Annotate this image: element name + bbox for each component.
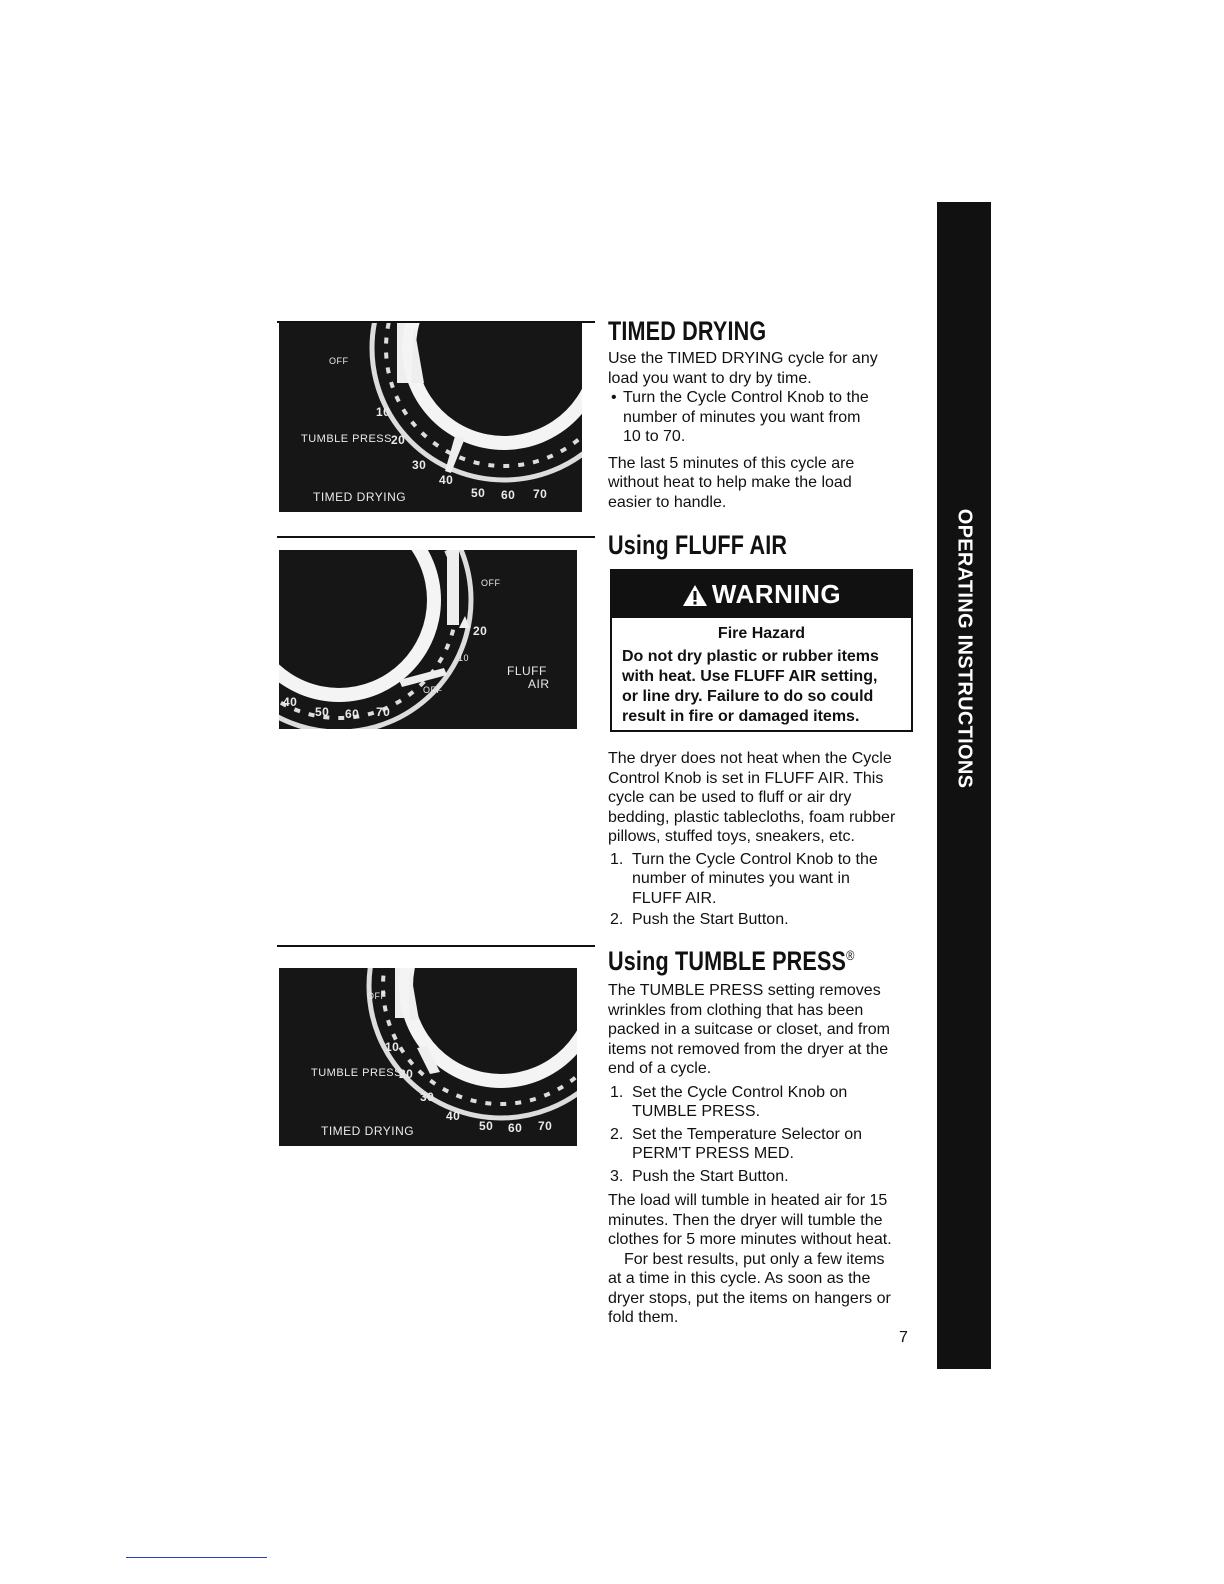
fluff-air-dial-illustration <box>279 550 577 729</box>
step-line-2: TUMBLE PRESS. <box>632 1103 761 1120</box>
bullet-line-2: number of minutes you want from <box>623 408 861 426</box>
label-70: 70 <box>538 1119 553 1133</box>
fluff-body-line-2: Control Knob is set in FLUFF AIR. This <box>608 769 884 787</box>
warning-title: Fire Hazard <box>717 625 806 642</box>
timed-drying-heading: TIMED DRYING <box>608 316 767 346</box>
label-timed-drying: TIMED DRYING <box>313 490 407 504</box>
lower-rule <box>277 945 595 947</box>
tumble-intro-line-5: end of a cycle. <box>608 1060 712 1077</box>
sidebar-label: OPERATING INSTRUCTIONS <box>953 508 976 788</box>
tumble-step-2 <box>608 1125 926 1164</box>
label-tumble-press: TUMBLE PRESS <box>301 433 392 445</box>
label-70: 70 <box>533 487 548 501</box>
timed-drying-dial-illustration <box>279 323 582 512</box>
bullet-line-3: 10 to 70. <box>623 428 686 445</box>
warning-body <box>612 618 911 727</box>
tumble-intro-line-2: wrinkles from clothing that has been <box>608 1001 864 1019</box>
warning-box <box>610 569 913 732</box>
tumble-intro-line-4: items not removed from the dryer at the <box>608 1040 889 1058</box>
label-30: 30 <box>412 458 427 472</box>
step-line-1: Push the Start Button. <box>632 1167 789 1185</box>
middle-rule <box>277 536 595 538</box>
label-40: 40 <box>446 1109 461 1123</box>
fluff-air-heading-wrap <box>608 532 920 559</box>
label-timed-drying: TIMED DRYING <box>321 1124 415 1138</box>
sidebar-label-wrap <box>951 508 977 788</box>
page-number: 7 <box>899 1329 908 1346</box>
step-line-3: FLUFF AIR. <box>632 889 717 907</box>
dial-graphic <box>279 968 577 1146</box>
label-off: OFF <box>367 991 387 1001</box>
tumble-press-section <box>608 948 926 1328</box>
label-off-top: OFF <box>481 578 501 588</box>
warning-line-4: result in fire or damaged items. <box>622 708 860 725</box>
tumble-after-line-2: minutes. Then the dryer will tumble the <box>608 1211 883 1229</box>
fluff-body-line-3: cycle can be used to fluff or air dry <box>608 789 852 806</box>
label-20: 20 <box>399 1067 414 1081</box>
tumble-tip-line-2: at a time in this cycle. As soon as the <box>608 1270 871 1287</box>
step-line-1: Set the Cycle Control Knob on <box>632 1083 848 1101</box>
tumble-intro-line-1: The TUMBLE PRESS setting removes <box>608 982 881 999</box>
step-number: 2. <box>610 1125 624 1143</box>
bullet-marker: • <box>611 389 617 406</box>
label-50: 50 <box>315 705 330 719</box>
fluff-body-line-5: pillows, stuffed toys, sneakers, etc. <box>608 828 855 845</box>
fluff-step-2 <box>608 910 926 930</box>
step-line-2: PERM'T PRESS MED. <box>632 1145 794 1162</box>
registered-mark: ® <box>846 947 855 963</box>
label-10: 10 <box>376 405 391 419</box>
label-60: 60 <box>345 707 360 721</box>
step-line-1: Set the Temperature Selector on <box>632 1125 863 1143</box>
label-50: 50 <box>479 1119 494 1133</box>
step-line-1: Push the Start Button. <box>632 911 789 928</box>
timed-drying-section <box>608 318 920 512</box>
tumble-step-3 <box>608 1167 926 1187</box>
timed-drying-note-line-1: The last 5 minutes of this cycle are <box>608 454 855 472</box>
tumble-press-heading-text: Using TUMBLE PRESS <box>608 946 847 976</box>
tumble-tip-line-4: fold them. <box>608 1309 679 1326</box>
label-60: 60 <box>501 488 516 502</box>
tumble-press-dial-illustration <box>279 968 577 1146</box>
dial-graphic <box>279 323 582 512</box>
tumble-after-line-1: The load will tumble in heated air for 15 <box>608 1192 888 1209</box>
fluff-air-body <box>608 749 926 930</box>
tumble-intro-line-3: packed in a suitcase or closet, and from <box>608 1021 890 1038</box>
tumble-step-1 <box>608 1083 926 1122</box>
tumble-after-line-3: clothes for 5 more minutes without heat. <box>608 1231 892 1248</box>
tumble-tip-line-1: For best results, put only a few items <box>624 1250 885 1268</box>
label-10: 10 <box>385 1040 400 1054</box>
timed-drying-note-line-3: easier to handle. <box>608 493 727 511</box>
step-number: 1. <box>610 850 624 868</box>
tumble-tip-line-3: dryer stops, put the items on hangers or <box>608 1289 891 1307</box>
label-70: 70 <box>376 705 391 719</box>
timed-drying-note-line-2: without heat to help make the load <box>608 474 852 491</box>
warning-header <box>612 571 911 618</box>
step-line-2: number of minutes you want in <box>632 870 850 887</box>
dial-graphic <box>279 550 577 729</box>
fluff-body-line-4: bedding, plastic tablecloths, foam rubber <box>608 808 896 826</box>
label-fluff: FLUFF <box>507 664 547 678</box>
label-off-bottom: OFF <box>423 685 443 695</box>
step-number: 3. <box>610 1167 624 1185</box>
timed-drying-intro-line-2: load you want to dry by time. <box>608 369 812 387</box>
timed-drying-intro-line-1: Use the TIMED DRYING cycle for any <box>608 350 878 367</box>
warning-line-2: with heat. Use FLUFF AIR setting, <box>622 668 878 685</box>
footer-link-line <box>126 1557 267 1558</box>
warning-line-3: or line dry. Failure to do so could <box>622 688 874 705</box>
label-20: 20 <box>473 624 488 638</box>
step-number: 2. <box>610 911 624 928</box>
label-air: AIR <box>528 677 550 691</box>
warning-triangle-icon <box>682 583 708 607</box>
label-10: 10 <box>458 653 470 663</box>
label-30: 30 <box>420 1090 435 1104</box>
fluff-body-line-1: The dryer does not heat when the Cycle <box>608 750 892 767</box>
section-tab-sidebar <box>937 202 991 1369</box>
label-tumble-press: TUMBLE PRESS <box>311 1067 402 1079</box>
timed-drying-bullet <box>608 388 920 447</box>
label-40: 40 <box>283 695 298 709</box>
label-20: 20 <box>391 433 406 447</box>
fluff-air-heading: Using FLUFF AIR <box>608 530 788 560</box>
label-60: 60 <box>508 1121 523 1135</box>
tumble-press-heading <box>608 948 862 975</box>
bullet-line-1: Turn the Cycle Control Knob to the <box>623 389 869 406</box>
label-off: OFF <box>329 356 349 366</box>
warning-label: WARNING <box>711 579 842 609</box>
label-50: 50 <box>471 486 486 500</box>
fluff-step-1 <box>608 850 926 909</box>
label-40: 40 <box>439 473 454 487</box>
step-number: 1. <box>610 1083 624 1101</box>
step-line-1: Turn the Cycle Control Knob to the <box>632 850 878 868</box>
warning-line-1: Do not dry plastic or rubber items <box>622 648 879 665</box>
